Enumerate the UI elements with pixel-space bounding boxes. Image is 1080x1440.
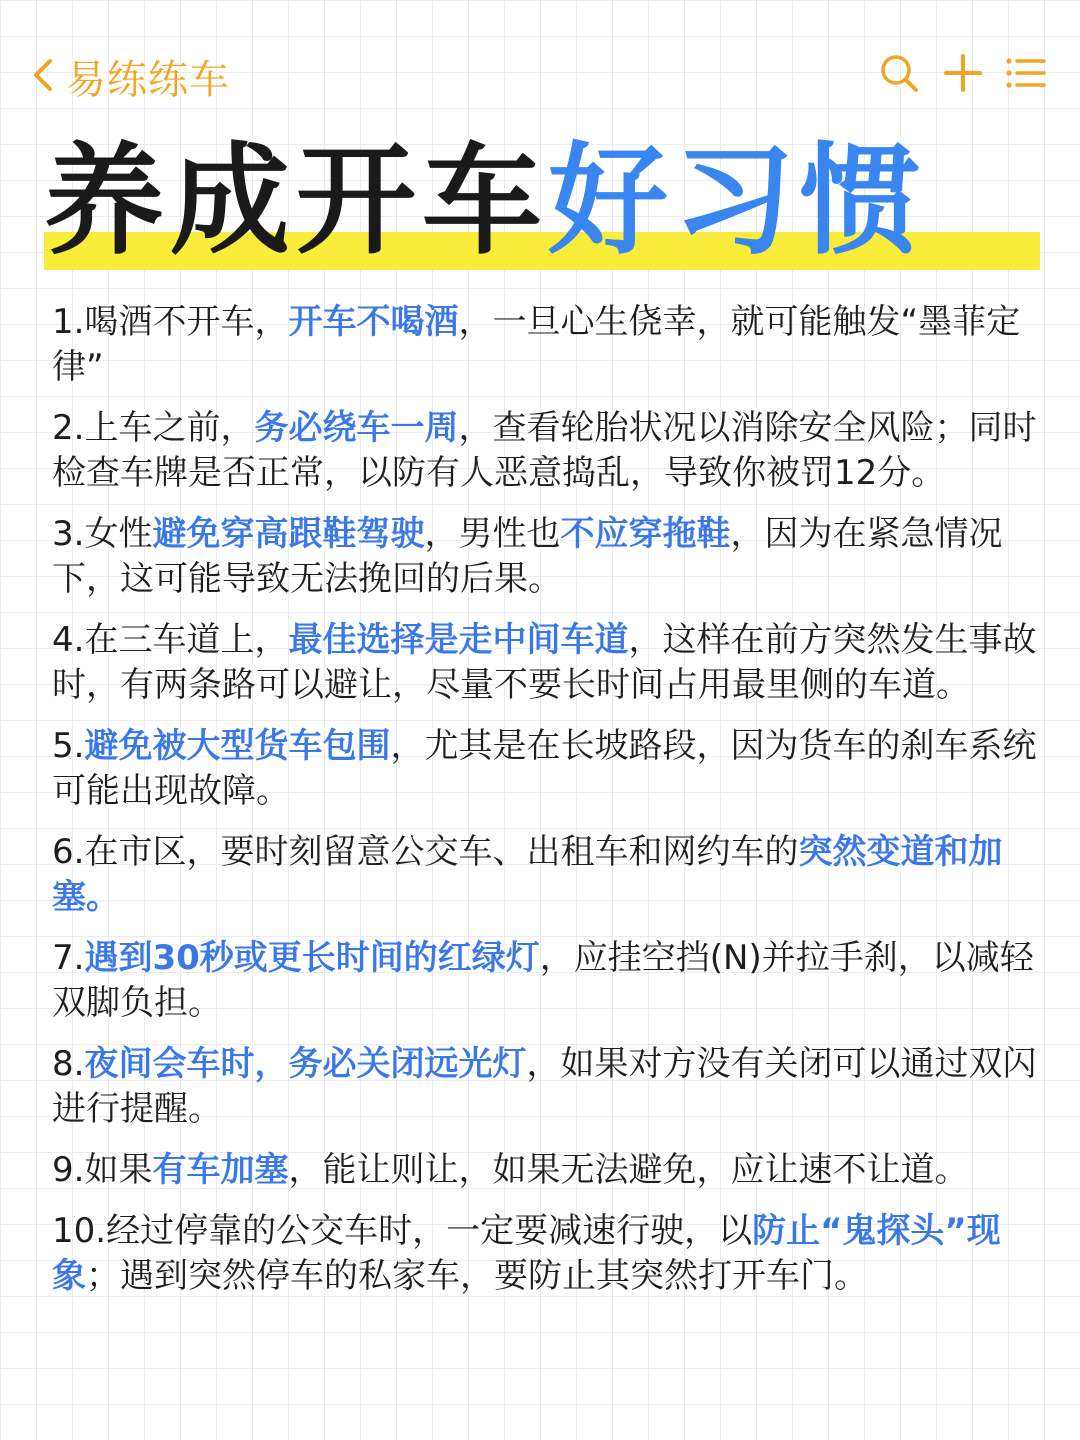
search-icon[interactable] <box>876 50 922 96</box>
highlighted-text: 开车不喝酒 <box>288 302 459 342</box>
plus-icon[interactable] <box>940 50 986 96</box>
menu-icon[interactable] <box>1002 50 1048 96</box>
list-item <box>52 1148 1042 1193</box>
tip-text: ，尤其是在长坡路段，因为货车的刹车系统可能出现故障。 <box>52 726 1037 811</box>
tip-text: 6.在市区，要时刻留意公交车、出租车和网约车的 <box>52 832 799 872</box>
highlighted-text: 防止“鬼探头”现象 <box>52 1211 1001 1296</box>
tip-text: ，查看轮胎状况以消除安全风险；同时检查车牌是否正常，以防有人恶意捣乱，导致你被罚12分。 <box>52 408 1037 493</box>
tip-text: ，这样在前方突然发生事故时，有两条路可以避让，尽量不要长时间占用最里侧的车道。 <box>52 620 1037 705</box>
highlighted-text: 遇到30秒或更长时间的红绿灯 <box>84 938 540 978</box>
tip-text: ，应挂空挡(N)并拉手刹，以减轻双脚负担。 <box>52 938 1034 1023</box>
tip-text: 5. <box>52 726 85 766</box>
highlighted-text: 不应穿拖鞋 <box>560 514 731 554</box>
tip-text: 3.女性 <box>52 514 153 554</box>
list-item <box>52 1209 1042 1299</box>
list-item <box>52 724 1042 814</box>
list-item <box>52 936 1042 1026</box>
tip-text: ，如果对方没有关闭可以通过双闪进行提醒。 <box>52 1044 1037 1129</box>
back-button[interactable] <box>28 48 230 105</box>
highlighted-text: 避免穿高跟鞋驾驶 <box>152 514 425 554</box>
tip-text: ，因为在紧急情况下，这可能导致无法挽回的后果。 <box>52 514 1003 599</box>
list-item <box>52 512 1042 602</box>
list-item <box>52 618 1042 708</box>
highlighted-text: 夜间会车时，务必关闭远光灯 <box>84 1044 527 1084</box>
tip-text: ，能让则让，如果无法避免，应让速不让道。 <box>288 1150 969 1190</box>
tip-text: ；遇到突然停车的私家车，要防止其突然打开车门。 <box>86 1256 868 1296</box>
tip-text: 2.上车之前， <box>52 408 255 448</box>
page-title <box>44 132 1044 282</box>
title-part-1: 养成开车 <box>44 132 548 271</box>
list-item <box>52 1042 1042 1132</box>
list-item <box>52 406 1042 496</box>
highlighted-text: 突然变道和加塞。 <box>52 832 1003 917</box>
title-part-2: 好习惯 <box>548 132 926 271</box>
list-item <box>52 300 1042 390</box>
highlighted-text: 避免被大型货车包围 <box>84 726 391 766</box>
top-bar <box>0 40 1080 110</box>
list-item <box>52 830 1042 920</box>
chevron-left-icon <box>28 55 58 99</box>
tip-text: 7. <box>52 938 85 978</box>
highlighted-text: 有车加塞 <box>152 1150 289 1190</box>
tip-text: 1.喝酒不开车， <box>52 302 289 342</box>
tip-text: 4.在三车道上， <box>52 620 289 660</box>
tip-text: ，一旦心生侥幸，就可能触发“墨菲定律” <box>52 302 1021 387</box>
highlighted-text: 务必绕车一周 <box>254 408 459 448</box>
tip-text: 9.如果 <box>52 1150 153 1190</box>
tips-list <box>52 300 1042 1315</box>
tip-text: 8. <box>52 1044 85 1084</box>
tip-text: ，男性也 <box>424 514 561 554</box>
highlighted-text: 最佳选择是走中间车道 <box>288 620 629 660</box>
tip-text: 10.经过停靠的公交车时，一定要减速行驶，以 <box>52 1211 753 1251</box>
back-label: 易练练车 <box>66 57 230 103</box>
